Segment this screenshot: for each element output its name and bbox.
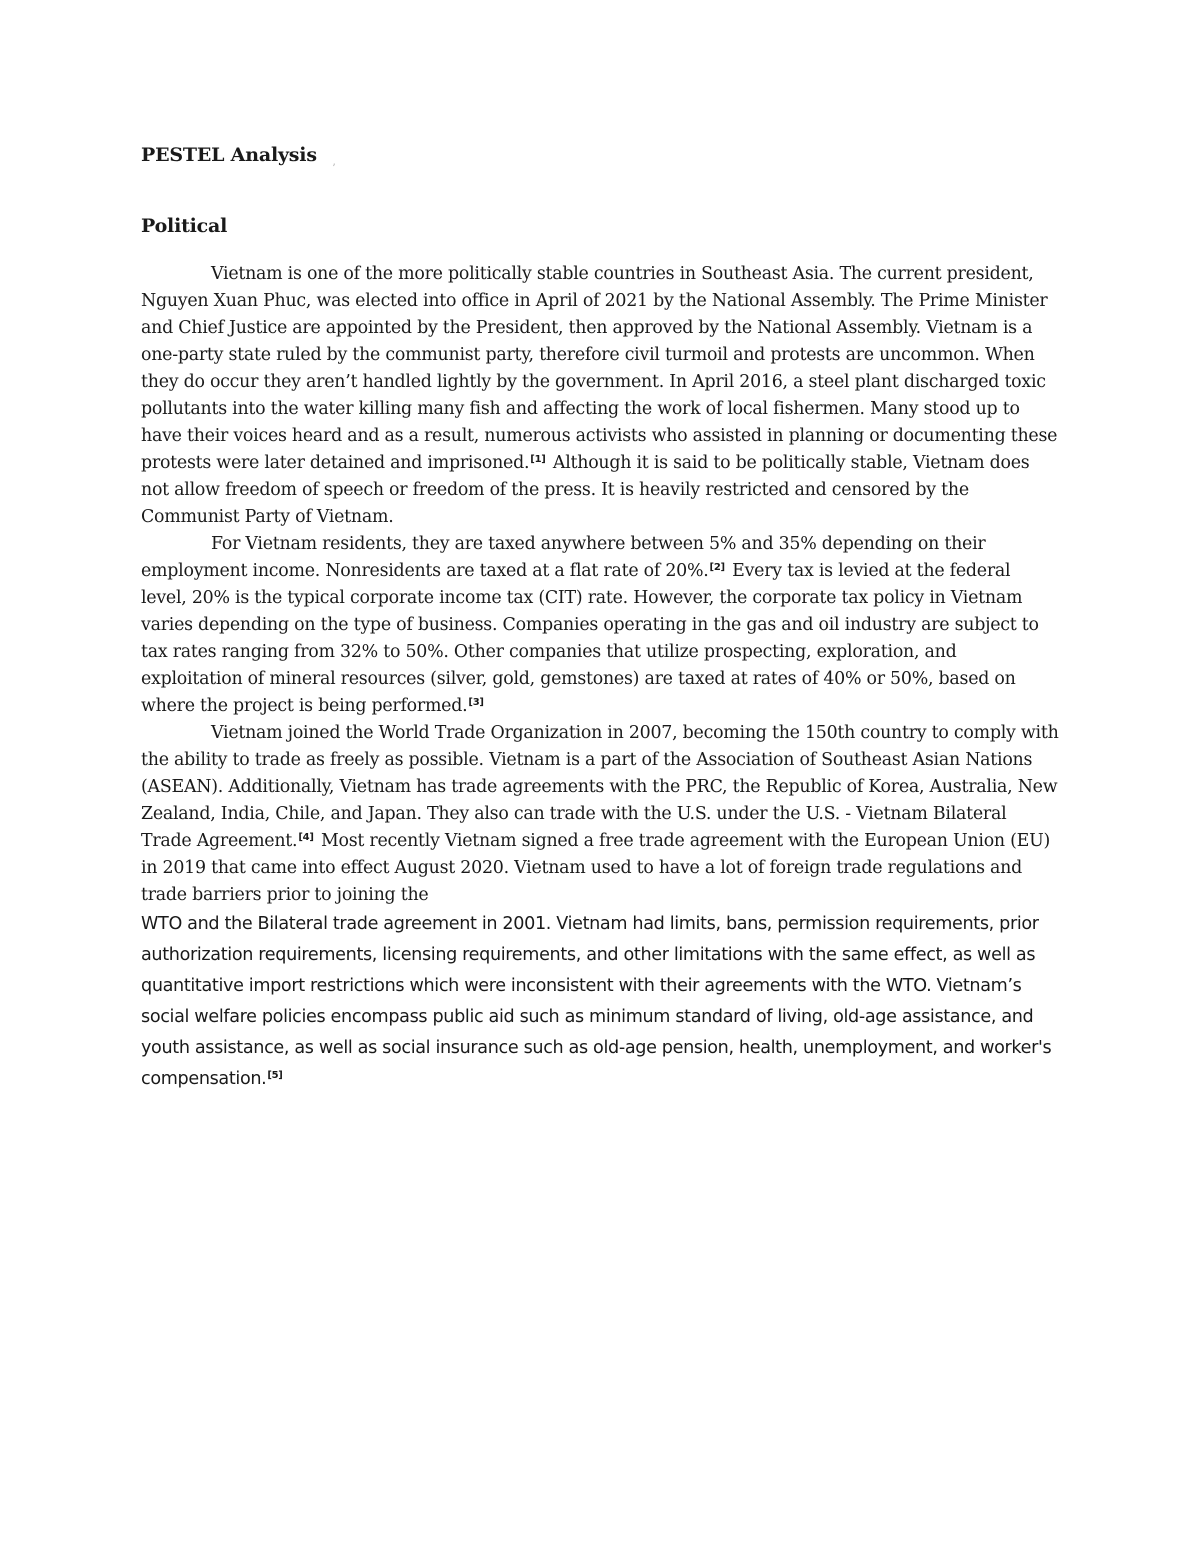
title-stray-mark: , <box>332 157 336 167</box>
paragraph-text: Every tax is levied at the federal level, 20% is the typical corporate income tax (CIT) rate. However, the corporate tax policy in Vietnam varies depending on the type of business. Companies operating in the gas and oil industry are subject to tax rates ranging from 32% to 50%. Other companies that utilize prospecting, exploration, and exploitation of mineral resources (silver, gold, gemstones) are taxed at rates of 40% or 50%, based on where the project is being performed. <box>141 561 1039 716</box>
paragraph-text: WTO and the Bilateral trade agreement in 2001. Vietnam had limits, bans, permission requirements, prior authorization requirements, licensing requirements, and other limitations with the same effect, as well as quantitative import restrictions which were inconsistent with their agreements with the WTO. Vietnam’s social welfare policies encompass public aid such as minimum standard of living, old-age assistance, and youth assistance, as well as social insurance such as old-age pension, health, unemployment, and worker's compensation. <box>141 914 1052 1089</box>
citation-ref-4[interactable]: [4] <box>298 832 314 843</box>
document-title-text: PESTEL Analysis <box>141 144 317 166</box>
paragraph-text: Most recently Vietnam signed a free trade agreement with the European Union (EU) in 2019 that came into effect August 2020. Vietnam used to have a lot of foreign trade regulations and trade barriers prior to joining the <box>141 831 1051 905</box>
section-heading-political: Political <box>141 215 228 237</box>
paragraph-text: For Vietnam residents, they are taxed anywhere between 5% and 35% depending on their employment income. Nonresidents are taxed at a flat rate of 20%. <box>141 534 986 581</box>
paragraph-text: Although it is said to be politically stable, Vietnam does not allow freedom of speech or freedom of the press. It is heavily restricted and censored by the Communist Party of Vietnam. <box>141 453 1030 527</box>
citation-ref-5[interactable]: [5] <box>267 1070 283 1081</box>
citation-ref-3[interactable]: [3] <box>468 697 484 708</box>
paragraph-text: Vietnam is one of the more politically stable countries in Southeast Asia. The current president, Nguyen Xuan Phuc, was elected into office in April of 2021 by the National Assembly. The Prime Minister and Chief Justice are appointed by the President, then approved by the National Assembly. Vietnam is a one-party state ruled by the communist party, therefore civil turmoil and protests are uncommon. When they do occur they aren’t handled lightly by the government. In April 2016, a steel plant discharged toxic pollutants into the water killing many fish and affecting the work of local fishermen. Many stood up to have their voices heard and as a result, numerous activists who assisted in planning or documenting these protests were later detained and imprisoned. <box>141 264 1058 473</box>
document-title <box>141 140 1061 177</box>
paragraph-trade-continued <box>141 909 1061 1095</box>
paragraph-taxation <box>141 531 1061 720</box>
paragraph-trade <box>141 720 1061 909</box>
section-body-political <box>141 261 1061 1095</box>
document-page <box>141 140 1061 1095</box>
citation-ref-2[interactable]: [2] <box>709 562 725 573</box>
paragraph-political-stability <box>141 261 1061 531</box>
paragraph-text: Vietnam joined the World Trade Organization in 2007, becoming the 150th country to comply with the ability to trade as freely as possible. Vietnam is a part of the Association of Southeast Asian Nations (ASEAN). Additionally, Vietnam has trade agreements with the PRC, the Republic of Korea, Australia, New Zealand, India, Chile, and Japan. They also can trade with the U.S. under the U.S. - Vietnam Bilateral Trade Agreement. <box>141 723 1059 851</box>
citation-ref-1[interactable]: [1] <box>530 454 546 465</box>
